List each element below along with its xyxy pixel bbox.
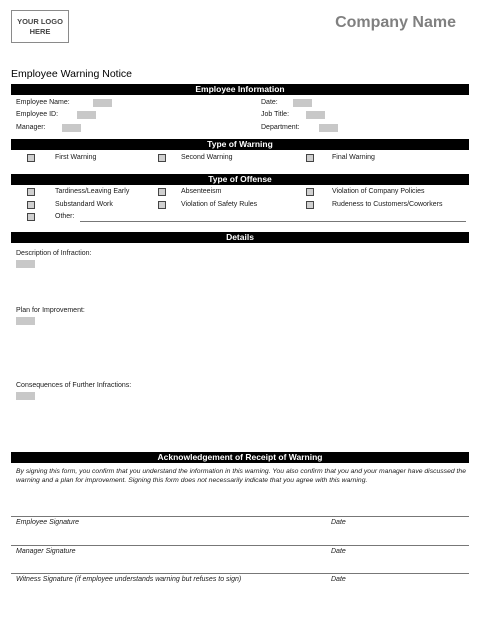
rudeness-checkbox[interactable] — [306, 201, 314, 209]
document-title: Employee Warning Notice — [11, 68, 132, 80]
description-label: Description of Infraction: — [16, 250, 92, 257]
employee-signature-label: Employee Signature — [16, 519, 80, 526]
department-label: Department: — [261, 124, 300, 131]
acknowledgement-text: By signing this form, you confirm that you understand the information in this warning. You also confirm that you and your manager have discussed the warning and a plan for improvement. Signing this form does not necessarily indicate that you agree with this warning. — [16, 468, 466, 484]
first-warning-checkbox[interactable] — [27, 154, 35, 162]
employee-signature-line[interactable] — [11, 516, 469, 517]
absenteeism-label: Absenteeism — [181, 188, 222, 195]
plan-label: Plan for Improvement: — [16, 307, 85, 314]
consequences-label: Consequences of Further Infractions: — [16, 382, 132, 389]
description-field[interactable] — [16, 260, 35, 268]
first-warning-label: First Warning — [55, 154, 97, 161]
substandard-work-checkbox[interactable] — [27, 201, 35, 209]
safety-violation-checkbox[interactable] — [158, 201, 166, 209]
section-header-employee-information: Employee Information — [11, 84, 469, 95]
final-warning-label: Final Warning — [332, 154, 375, 161]
witness-signature-label: Witness Signature (if employee understands warning but refuses to sign) — [16, 576, 242, 583]
job-title-field[interactable] — [306, 111, 325, 119]
second-warning-label: Second Warning — [181, 154, 233, 161]
section-header-details: Details — [11, 232, 469, 243]
policy-violation-checkbox[interactable] — [306, 188, 314, 196]
manager-date-label: Date — [331, 548, 346, 555]
date-label: Date: — [261, 99, 278, 106]
employee-name-label: Employee Name: — [16, 99, 70, 106]
manager-signature-label: Manager Signature — [16, 548, 76, 555]
section-header-type-of-offense: Type of Offense — [11, 174, 469, 185]
date-field[interactable] — [293, 99, 312, 107]
department-field[interactable] — [319, 124, 338, 132]
witness-signature-line[interactable] — [11, 573, 469, 574]
employee-id-label: Employee ID: — [16, 111, 59, 118]
safety-violation-label: Violation of Safety Rules — [181, 201, 258, 208]
tardiness-checkbox[interactable] — [27, 188, 35, 196]
section-header-type-of-warning: Type of Warning — [11, 139, 469, 150]
company-logo-placeholder — [11, 10, 69, 43]
other-offense-label: Other: — [55, 213, 75, 220]
rudeness-label: Rudeness to Customers/Coworkers — [332, 201, 443, 208]
job-title-label: Job Title: — [261, 111, 290, 118]
company-name: Company Name — [335, 14, 456, 31]
final-warning-checkbox[interactable] — [306, 154, 314, 162]
second-warning-checkbox[interactable] — [158, 154, 166, 162]
other-offense-checkbox[interactable] — [27, 213, 35, 221]
section-header-acknowledgement: Acknowledgement of Receipt of Warning — [11, 452, 469, 463]
policy-violation-label: Violation of Company Policies — [332, 188, 425, 195]
manager-signature-line[interactable] — [11, 545, 469, 546]
logo-text: YOUR LOGO HERE — [17, 17, 63, 36]
other-offense-line[interactable] — [80, 221, 466, 222]
plan-field[interactable] — [16, 317, 35, 325]
employee-id-field[interactable] — [77, 111, 96, 119]
employee-name-field[interactable] — [93, 99, 112, 107]
manager-label: Manager: — [16, 124, 46, 131]
consequences-field[interactable] — [16, 392, 35, 400]
witness-date-label: Date — [331, 576, 346, 583]
tardiness-label: Tardiness/Leaving Early — [55, 188, 130, 195]
absenteeism-checkbox[interactable] — [158, 188, 166, 196]
substandard-work-label: Substandard Work — [55, 201, 113, 208]
employee-date-label: Date — [331, 519, 346, 526]
manager-field[interactable] — [62, 124, 81, 132]
